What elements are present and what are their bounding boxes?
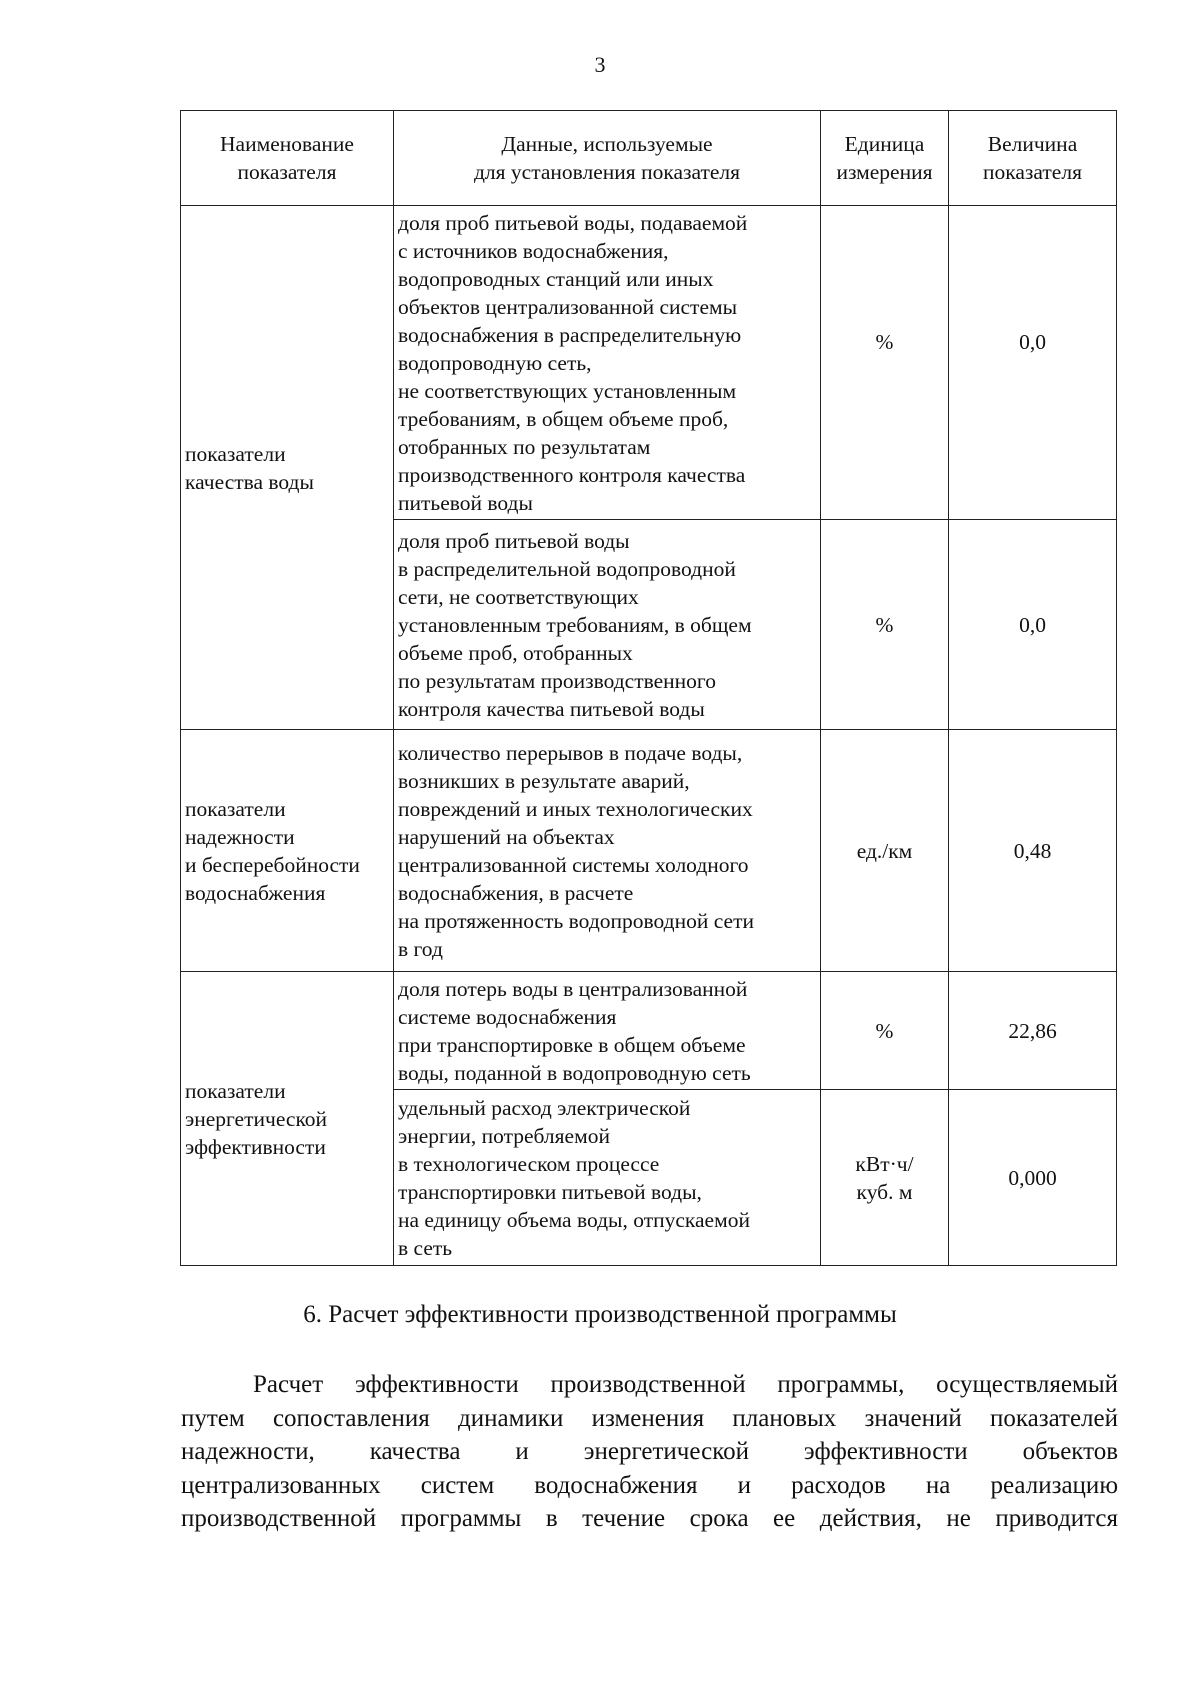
- indicator-unit: %: [821, 972, 949, 1090]
- header-indicator-name: Наименование показателя: [181, 111, 394, 206]
- indicator-unit: кВт·ч/ куб. м: [821, 1090, 949, 1266]
- paragraph-line: Расчет эффективности производственной программы, осуществляемый: [253, 1371, 1118, 1398]
- indicator-value: 0,48: [949, 730, 1117, 972]
- group-name-energy-efficiency: показатели энергетической эффективности: [181, 972, 394, 1266]
- table-row: [181, 206, 1117, 520]
- section-paragraph: [181, 1368, 1118, 1536]
- header-value: Величина показателя: [949, 111, 1117, 206]
- indicator-description: доля проб питьевой воды, подаваемой с источников водоснабжения, водопроводных станций или иных объектов централизованной системы водоснабжения в распределительную водопроводную сеть, не соответствующих установленным требованиям, в общем объеме проб, отобранных по результатам производственного контроля качества питьевой воды: [394, 206, 821, 520]
- indicator-description: доля потерь воды в централизованной системе водоснабжения при транспортировке в общем объеме воды, поданной в водопроводную сеть: [394, 972, 821, 1090]
- indicator-value: 0,0: [949, 520, 1117, 730]
- table-row: [181, 972, 1117, 1090]
- section-heading: 6. Расчет эффективности производственной программы: [303, 1301, 897, 1328]
- indicator-description: доля проб питьевой воды в распределительной водопроводной сети, не соответствующих установленным требованиям, в общем объеме проб, отобранных по результатам производственного контроля качества питьевой воды: [394, 520, 821, 730]
- table-row: [181, 730, 1117, 972]
- indicator-description: удельный расход электрической энергии, потребляемой в технологическом процессе транспортировки питьевой воды, на единицу объема воды, отпускаемой в сеть: [394, 1090, 821, 1266]
- group-name-water-quality: показатели качества воды: [181, 206, 394, 730]
- indicator-value: 0,0: [949, 206, 1117, 520]
- paragraph-line: производственной программы в течение срока ее действия, не приводится: [181, 1505, 1118, 1532]
- indicator-unit: %: [821, 520, 949, 730]
- indicator-value: 22,86: [949, 972, 1117, 1090]
- indicator-value: 0,000: [949, 1090, 1117, 1266]
- indicator-unit: %: [821, 206, 949, 520]
- table-header-row: [181, 111, 1117, 206]
- page-number: 3: [594, 52, 606, 77]
- header-indicator-data: Данные, используемые для установления показателя: [394, 111, 821, 206]
- paragraph-line: надежности, качества и энергетической эффективности объектов: [181, 1438, 1118, 1465]
- header-unit: Единица измерения: [821, 111, 949, 206]
- paragraph-line: путем сопоставления динамики изменения плановых значений показателей: [181, 1404, 1118, 1432]
- indicator-unit: ед./км: [821, 730, 949, 972]
- indicators-table: [180, 110, 1117, 1266]
- paragraph-line: централизованных систем водоснабжения и расходов на реализацию: [181, 1471, 1118, 1499]
- indicator-description: количество перерывов в подаче воды, возникших в результате аварий, повреждений и иных технологических нарушений на объектах централизованной системы холодного водоснабжения, в расчете на протяженность водопроводной сети в год: [394, 730, 821, 972]
- group-name-reliability: показатели надежности и бесперебойности водоснабжения: [181, 730, 394, 972]
